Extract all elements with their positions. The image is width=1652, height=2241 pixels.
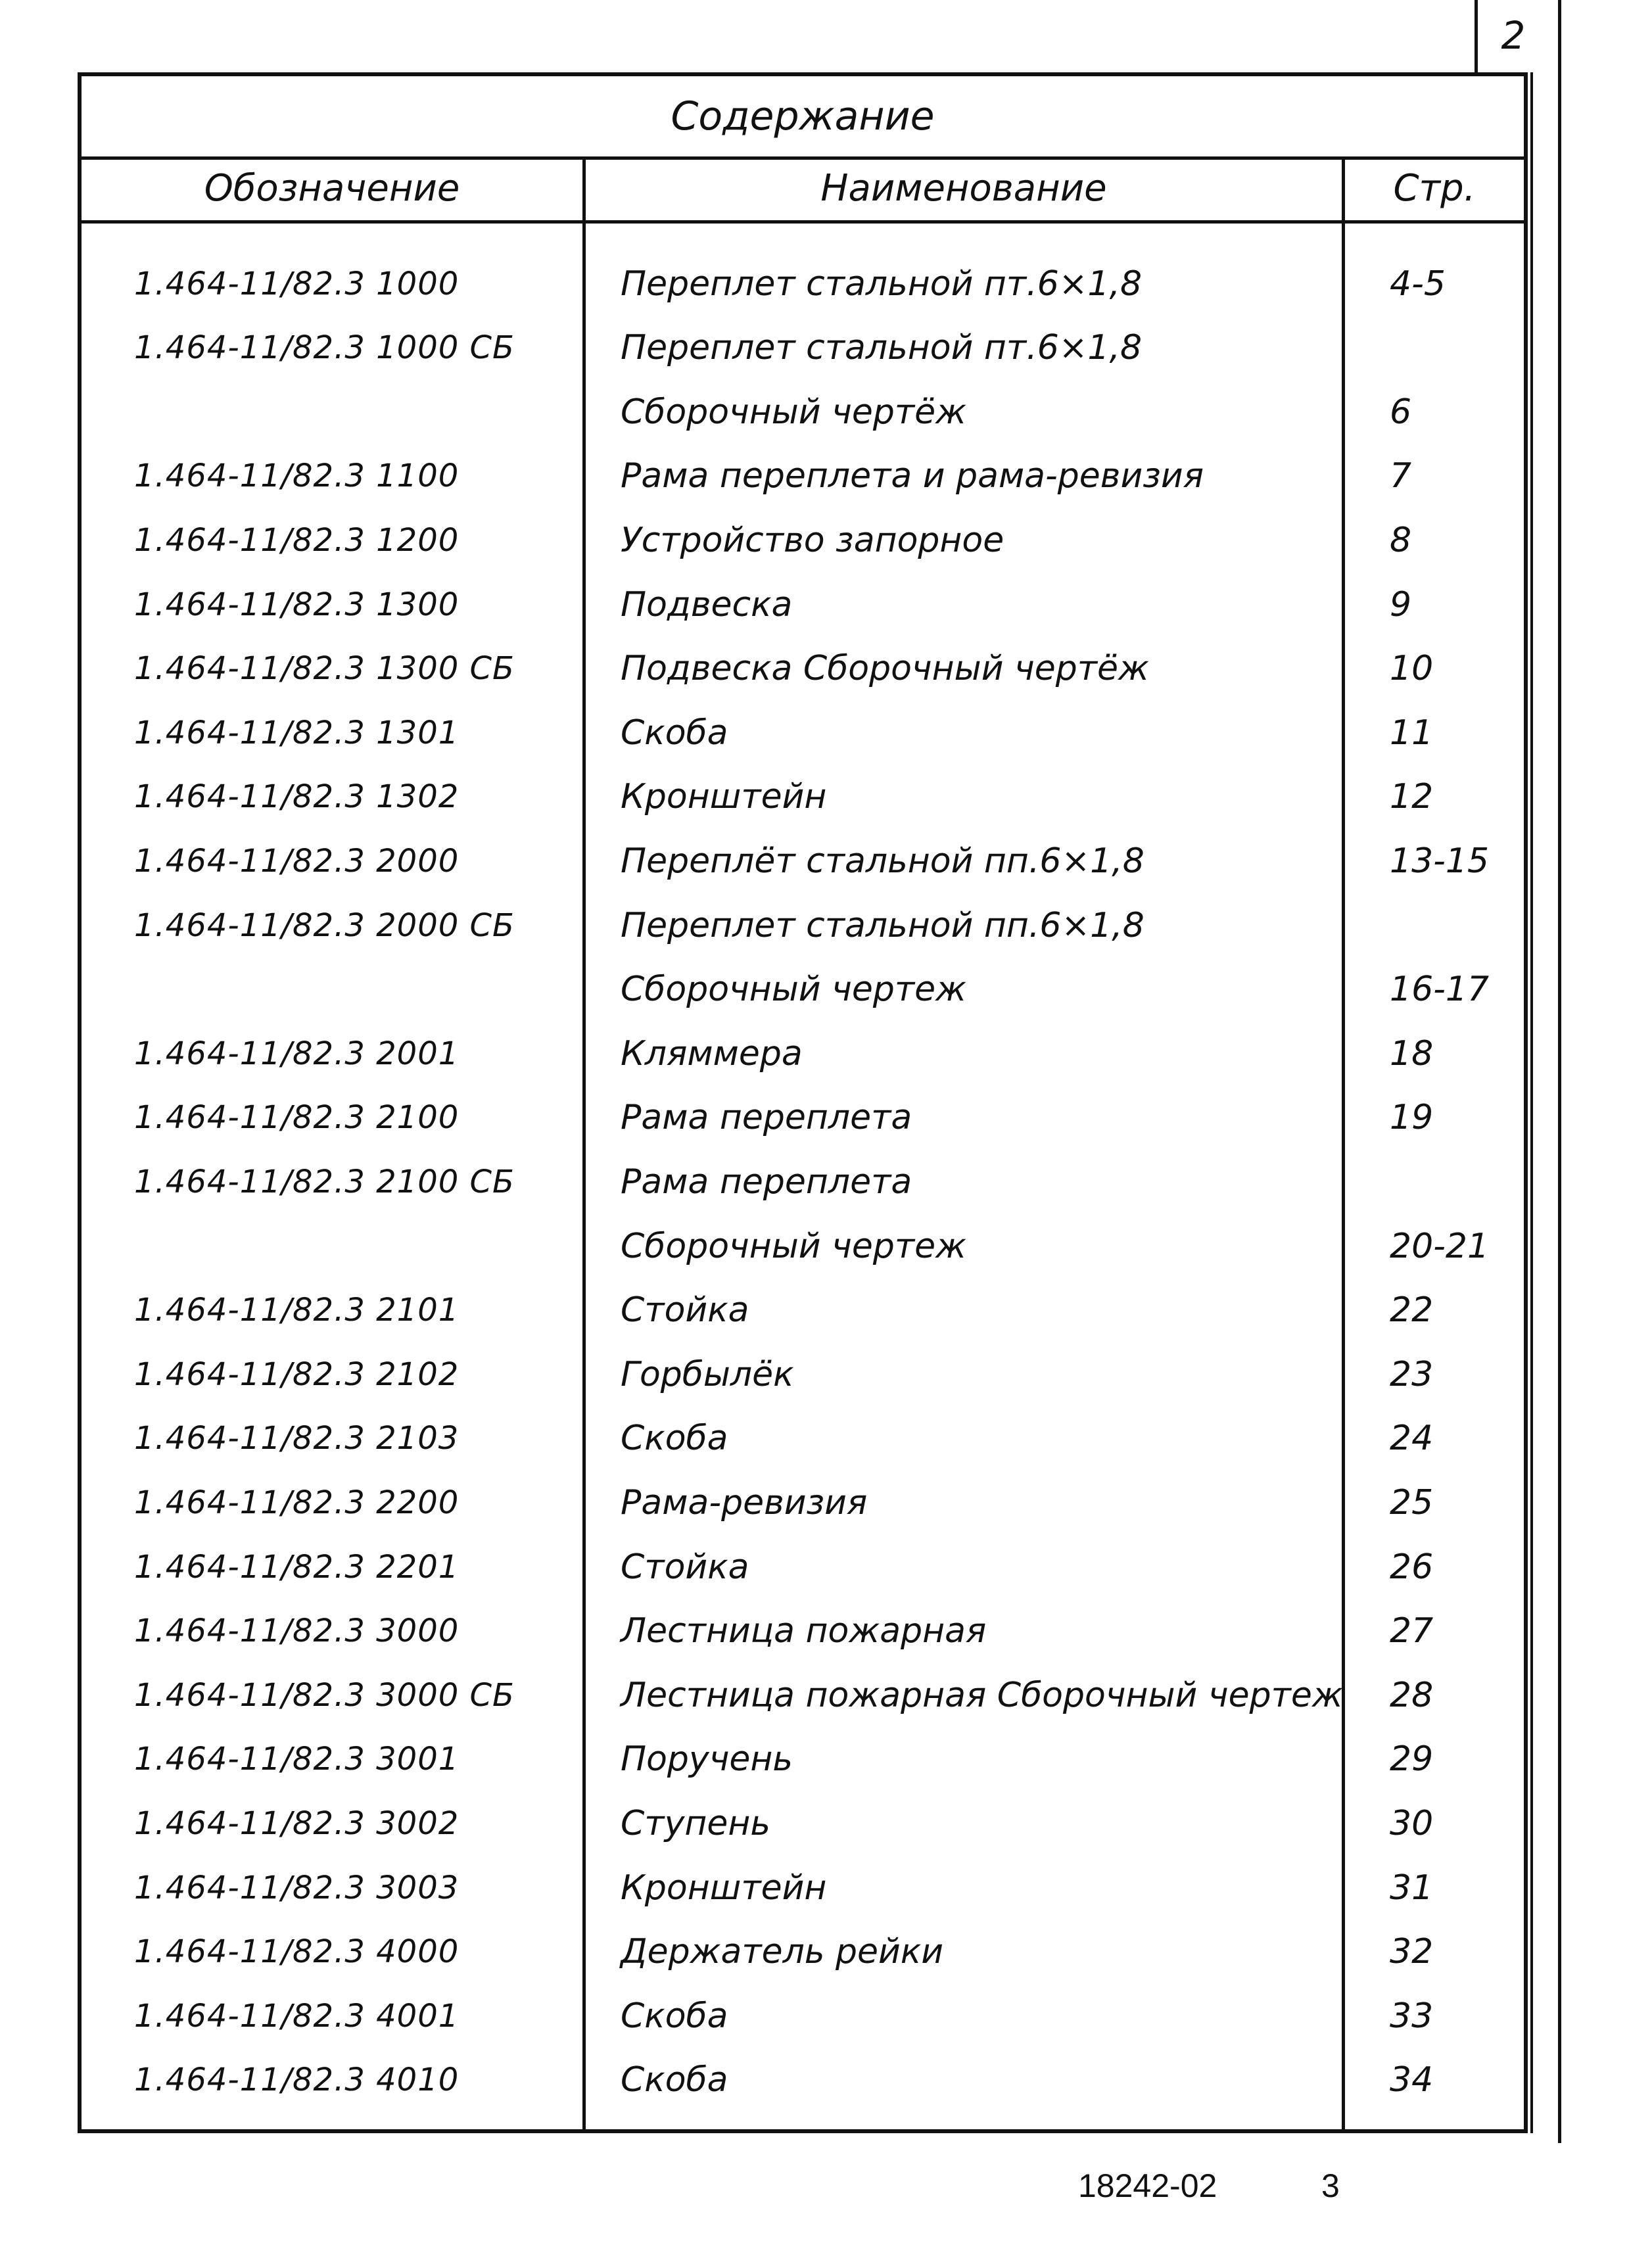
cell-name: Горбылёк (621, 1354, 794, 1394)
table-row (82, 1982, 1524, 2050)
cell-designation: 1.464-11/82.3 4001 (134, 1997, 460, 2035)
cell-name: Рама переплета (621, 1098, 912, 1138)
table-row (82, 1661, 1524, 1729)
table-header-row (82, 156, 1524, 224)
cell-designation: 1.464-11/82.3 2102 (134, 1356, 460, 1393)
cell-designation: 1.464-11/82.3 1000 СБ (134, 329, 515, 367)
cell-designation: 1.464-11/82.3 1300 (134, 586, 460, 623)
cell-designation (134, 1212, 647, 1280)
table-row (82, 2046, 1524, 2114)
table-body (82, 220, 1524, 2129)
cell-designation: 1.464-11/82.3 3003 (134, 1869, 460, 1906)
cell-name: Переплет стальной пт.6×1,8 (621, 328, 1143, 368)
table-row (82, 506, 1524, 574)
cell-page: 31 (1390, 1868, 1434, 1908)
table-row (82, 1789, 1524, 1857)
cell-designation: 1.464-11/82.3 2200 (134, 1484, 460, 1521)
table-row (82, 1084, 1524, 1152)
cell-name: Стойка (621, 1547, 749, 1587)
cell-name: Переплет стальной пп.6×1,8 (621, 905, 1145, 945)
cell-page: 19 (1390, 1098, 1434, 1138)
table-row (82, 1469, 1524, 1536)
cell-page: 29 (1390, 1739, 1434, 1780)
cell-designation: 1.464-11/82.3 1300 СБ (134, 650, 515, 688)
cell-name: Кляммера (621, 1033, 803, 1073)
cell-page: 27 (1390, 1611, 1434, 1651)
table-row (82, 314, 1524, 382)
cell-page: 7 (1390, 456, 1412, 496)
cell-page: 33 (1390, 1996, 1434, 2036)
header-name: Наименование (820, 167, 1107, 210)
table-title: Содержание (82, 76, 1524, 160)
cell-name: Скоба (621, 1996, 728, 2036)
cell-page: 16-17 (1390, 970, 1490, 1010)
table-row (82, 1020, 1524, 1087)
cell-page: 30 (1390, 1803, 1434, 1843)
cell-name: Стойка (621, 1290, 749, 1331)
cell-page: 25 (1390, 1482, 1434, 1522)
cell-designation (134, 378, 647, 446)
cell-designation: 1.464-11/82.3 1302 (134, 778, 460, 816)
cell-name: Рама переплета и рама-ревизия (621, 456, 1204, 496)
cell-name: Рама-ревизия (621, 1482, 868, 1522)
cell-designation: 1.464-11/82.3 2103 (134, 1420, 460, 1457)
cell-name: Поручень (621, 1739, 793, 1780)
cell-name: Ступень (621, 1803, 771, 1843)
margin-rule-inner (1530, 72, 1533, 2133)
table-row (82, 1340, 1524, 1408)
cell-designation: 1.464-11/82.3 2000 СБ (134, 907, 515, 944)
cell-designation: 1.464-11/82.3 3001 (134, 1741, 460, 1778)
cell-page (1370, 314, 1521, 382)
cell-designation: 1.464-11/82.3 4000 (134, 1933, 460, 1971)
cell-name: Рама переплета (621, 1162, 912, 1202)
table-row (82, 250, 1524, 318)
cell-designation: 1.464-11/82.3 2000 (134, 842, 460, 880)
table-row (82, 1212, 1524, 1280)
cell-name: Сборочный чертеж (621, 970, 966, 1010)
cell-designation (134, 956, 647, 1024)
cell-designation: 1.464-11/82.3 4010 (134, 2062, 460, 2099)
cell-designation: 1.464-11/82.3 2101 (134, 1292, 460, 1329)
cell-name: Переплёт стальной пп.6×1,8 (621, 841, 1145, 881)
cell-designation: 1.464-11/82.3 3002 (134, 1805, 460, 1842)
table-row (82, 1405, 1524, 1473)
cell-name: Сборочный чертёж (621, 392, 966, 432)
cell-name: Подвеска (621, 584, 793, 625)
cell-page: 28 (1390, 1675, 1434, 1715)
cell-designation: 1.464-11/82.3 2201 (134, 1548, 460, 1586)
cell-page: 9 (1390, 584, 1412, 625)
cell-name: Лестница пожарная (621, 1611, 987, 1651)
cell-name: Подвеска Сборочный чертёж (621, 649, 1149, 689)
cell-name: Кронштейн (621, 1868, 827, 1908)
table-row (82, 1533, 1524, 1601)
table-row (82, 763, 1524, 831)
contents-table (78, 72, 1528, 2133)
table-row (82, 1854, 1524, 1922)
cell-page: 6 (1390, 392, 1412, 432)
margin-rule-left (1475, 0, 1478, 72)
table-row (82, 1277, 1524, 1344)
cell-page: 22 (1390, 1290, 1434, 1331)
header-page: Стр. (1393, 167, 1476, 210)
table-row (82, 699, 1524, 767)
cell-page: 12 (1390, 777, 1434, 817)
page-number: 3 (1321, 2167, 1340, 2204)
cell-designation: 1.464-11/82.3 2100 СБ (134, 1163, 515, 1200)
cell-designation: 1.464-11/82.3 1000 (134, 265, 460, 302)
cell-page: 10 (1390, 649, 1434, 689)
cell-designation: 1.464-11/82.3 1100 (134, 458, 460, 495)
cell-page (1370, 891, 1521, 959)
table-row (82, 442, 1524, 510)
cell-page: 32 (1390, 1932, 1434, 1972)
cell-name: Устройство запорное (621, 520, 1004, 560)
cell-page: 23 (1390, 1354, 1434, 1394)
sheet-number: 2 (1501, 13, 1526, 58)
table-row (82, 891, 1524, 959)
margin-rule-right (1558, 0, 1561, 2143)
cell-designation: 1.464-11/82.3 3000 СБ (134, 1676, 515, 1714)
cell-page: 20-21 (1390, 1226, 1490, 1266)
table-row (82, 1148, 1524, 1215)
cell-name: Скоба (621, 2060, 728, 2100)
cell-page: 11 (1390, 713, 1434, 753)
cell-name: Держатель рейки (621, 1932, 944, 1972)
cell-page: 13-15 (1390, 841, 1490, 881)
cell-designation: 1.464-11/82.3 2001 (134, 1035, 460, 1072)
table-row (82, 1918, 1524, 1986)
table-row (82, 827, 1524, 895)
cell-designation: 1.464-11/82.3 1301 (134, 714, 460, 751)
cell-name: Скоба (621, 713, 728, 753)
table-row (82, 956, 1524, 1024)
cell-designation: 1.464-11/82.3 1200 (134, 521, 460, 559)
cell-page: 24 (1390, 1419, 1434, 1459)
header-designation: Обозначение (204, 167, 460, 210)
cell-designation: 1.464-11/82.3 3000 (134, 1613, 460, 1650)
cell-page: 18 (1390, 1033, 1434, 1073)
cell-page: 8 (1390, 520, 1412, 560)
cell-page: 4-5 (1390, 264, 1446, 304)
cell-page: 26 (1390, 1547, 1434, 1587)
cell-page: 34 (1390, 2060, 1434, 2100)
table-row (82, 1726, 1524, 1793)
cell-name: Лестница пожарная Сборочный чертеж (621, 1675, 1343, 1715)
table-row (82, 571, 1524, 638)
cell-name: Переплет стальной пт.6×1,8 (621, 264, 1143, 304)
table-row (82, 635, 1524, 703)
table-row (82, 378, 1524, 446)
cell-name: Скоба (621, 1419, 728, 1459)
table-row (82, 1597, 1524, 1665)
document-code: 18242-02 (1078, 2167, 1217, 2204)
cell-page (1370, 1148, 1521, 1215)
cell-name: Сборочный чертеж (621, 1226, 966, 1266)
cell-designation: 1.464-11/82.3 2100 (134, 1099, 460, 1137)
cell-name: Кронштейн (621, 777, 827, 817)
